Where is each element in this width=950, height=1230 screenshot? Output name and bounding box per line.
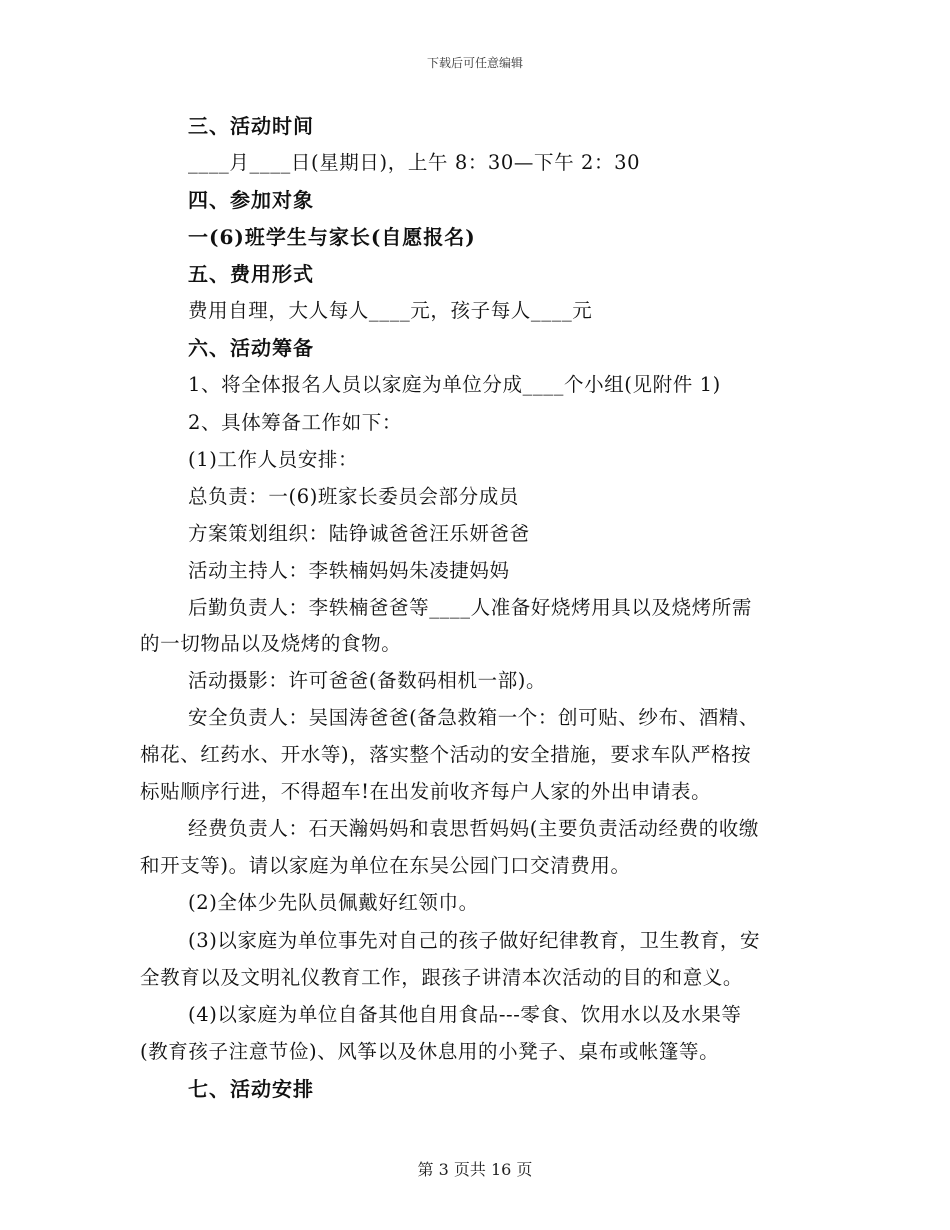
section-heading-fees: 五、费用形式 <box>188 262 314 286</box>
section-heading-schedule: 七、活动安排 <box>188 1077 314 1101</box>
paragraph-line: 棉花、红药水、开水等)，落实整个活动的安全措施，要求车队严格按 <box>140 743 752 766</box>
paragraph-fees: 费用自理，大人每人____元，孩子每人____元 <box>188 299 593 322</box>
paragraph-line: 活动主持人：李轶楠妈妈朱凌捷妈妈 <box>188 559 510 582</box>
paragraph-line: (3)以家庭为单位事先对自己的孩子做好纪律教育，卫生教育，安 <box>188 929 761 952</box>
page-header: 下载后可任意编辑 <box>426 56 523 70</box>
paragraph-line: (教育孩子注意节俭)、风筝以及休息用的小凳子、桌布或帐篷等。 <box>140 1040 720 1063</box>
section-heading-participants: 四、参加对象 <box>188 188 314 212</box>
paragraph-line: (2)全体少先队员佩戴好红领巾。 <box>188 891 479 914</box>
paragraph-line: 1、将全体报名人员以家庭为单位分成____个小组(见附件 1) <box>188 373 721 396</box>
paragraph-line: 总负责：一(6)班家长委员会部分成员 <box>188 485 519 508</box>
paragraph-line: 安全负责人：吴国涛爸爸(备急救箱一个：创可贴、纱布、酒精、 <box>188 706 760 729</box>
paragraph-line: 2、具体筹备工作如下： <box>188 411 403 434</box>
section-heading-time: 三、活动时间 <box>188 114 314 138</box>
paragraph-line: 活动摄影：许可爸爸(备数码相机一部)。 <box>188 669 547 692</box>
paragraph-line: (4)以家庭为单位自备其他自用食品---零食、饮用水以及水果等 <box>188 1003 742 1026</box>
participants-text: 一(6)班学生与家长(自愿报名) <box>188 225 476 249</box>
paragraph-line: 方案策划组织：陆铮诚爸爸汪乐妍爸爸 <box>188 522 530 545</box>
paragraph-line: 全教育以及文明礼仪教育工作，跟孩子讲清本次活动的目的和意义。 <box>140 966 744 989</box>
paragraph-line: 标贴顺序行进，不得超车!在出发前收齐每户人家的外出申请表。 <box>140 780 712 803</box>
paragraph-line: 和开支等)。请以家庭为单位在东吴公园门口交清费用。 <box>140 854 631 877</box>
paragraph-time: ____月____日(星期日)，上午 8：30—下午 2：30 <box>188 151 641 174</box>
paragraph-line: 后勤负责人：李轶楠爸爸等____人准备好烧烤用具以及烧烤所需 <box>188 596 753 619</box>
section-heading-preparation: 六、活动筹备 <box>188 336 314 360</box>
paragraph-line: 经费负责人：石天瀚妈妈和袁思哲妈妈(主要负责活动经费的收缴 <box>188 817 760 840</box>
paragraph-line: 的一切物品以及烧烤的食物。 <box>140 632 402 655</box>
page-number: 第 3 页共 16 页 <box>417 1160 533 1179</box>
paragraph-line: (1)工作人员安排： <box>188 448 359 471</box>
